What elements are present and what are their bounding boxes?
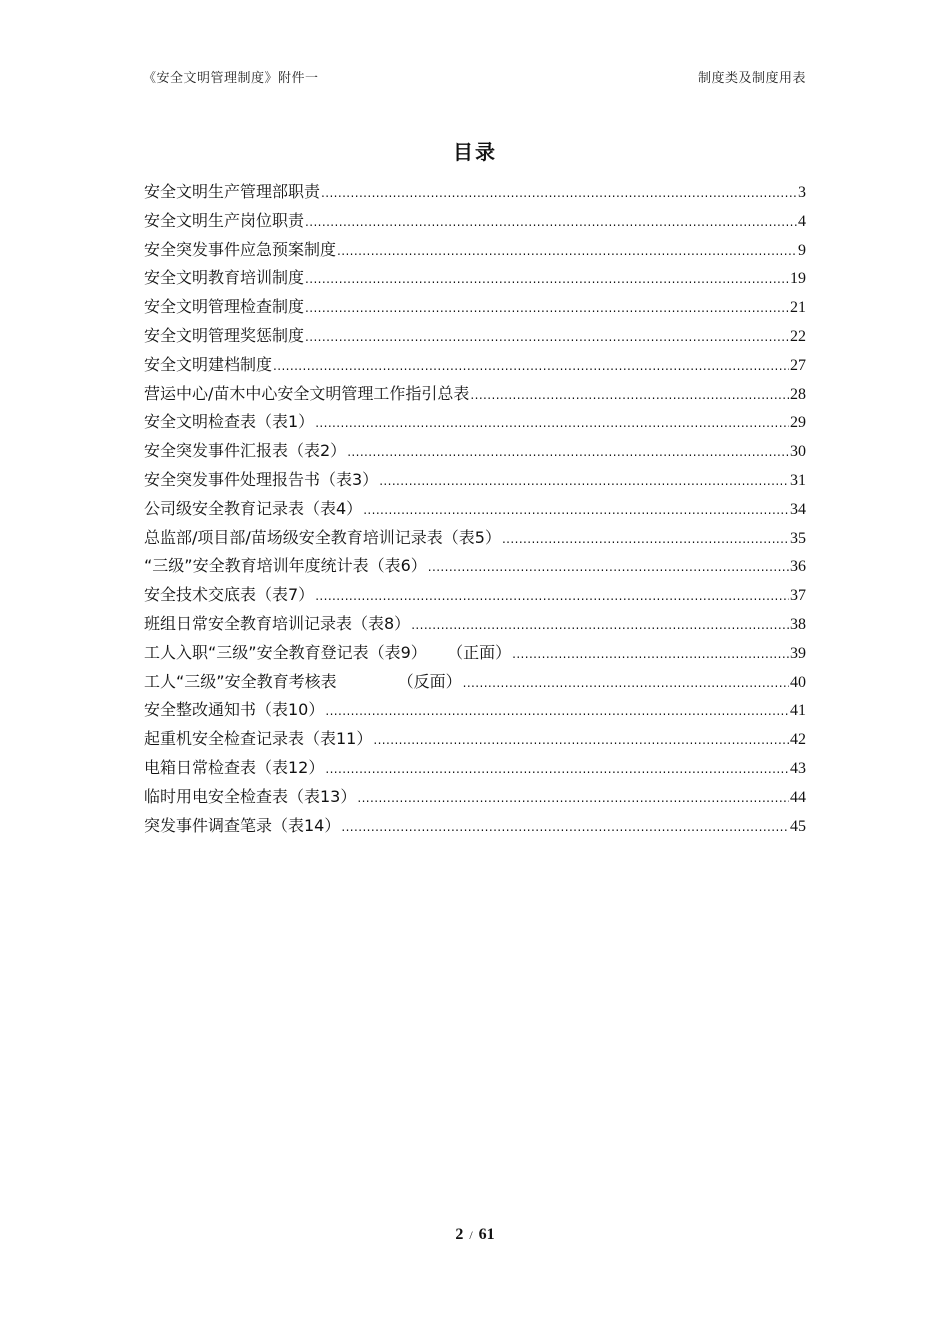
toc-dot-leader: [411, 611, 789, 640]
toc-entry-page-number: 40: [790, 673, 806, 691]
toc-dot-leader: [305, 323, 789, 352]
toc-dot-leader: [315, 409, 789, 438]
toc-dot-leader: [379, 467, 789, 496]
toc-entry-page-number: 34: [790, 500, 806, 518]
toc-entry-page-number: 9: [798, 241, 806, 259]
toc-entry-label: “三级”安全教育培训年度统计表（表6）: [144, 556, 427, 576]
toc-entry-page-number: 22: [790, 327, 806, 345]
toc-entry-label: 工人入职“三级”安全教育登记表（表9） （正面）: [144, 642, 512, 662]
toc-entry[interactable]: [144, 754, 806, 783]
toc-entry-label: 安全文明生产管理部职责: [144, 182, 321, 201]
toc-dot-leader: [305, 265, 789, 294]
toc-entry-page-number: 45: [790, 817, 806, 835]
toc-dot-leader: [325, 755, 789, 784]
table-of-contents: [144, 178, 806, 840]
toc-entry-page-number: 36: [790, 558, 806, 576]
toc-entry-label: 安全文明管理检查制度: [144, 297, 305, 317]
toc-dot-leader: [357, 784, 789, 813]
toc-dot-leader: [502, 525, 789, 554]
toc-entry-label: 班组日常安全教育培训记录表（表8）: [144, 613, 411, 633]
toc-dot-leader: [305, 294, 789, 323]
toc-entry-label: 安全突发事件汇报表（表2）: [144, 441, 347, 461]
toc-dot-leader: [321, 179, 797, 208]
current-page-number: 2: [455, 1226, 464, 1243]
toc-entry-label: 安全文明生产岗位职责: [144, 210, 305, 230]
toc-entry[interactable]: [144, 581, 806, 610]
toc-title: 目录: [453, 140, 497, 164]
toc-dot-leader: [315, 582, 789, 611]
toc-entry[interactable]: [144, 668, 806, 697]
toc-entry-page-number: 38: [790, 615, 806, 633]
toc-entry[interactable]: [144, 466, 806, 495]
page-number: [0, 1226, 950, 1244]
toc-entry[interactable]: [144, 812, 806, 841]
toc-dot-leader: [373, 726, 789, 755]
total-pages-number: 61: [478, 1226, 495, 1243]
toc-entry[interactable]: [144, 322, 806, 351]
toc-entry-label: 安全突发事件处理报告书（表3）: [144, 469, 379, 489]
toc-entry-page-number: 41: [790, 702, 806, 720]
toc-entry-page-number: 31: [790, 471, 806, 489]
toc-dot-leader: [512, 640, 789, 669]
toc-dot-leader: [337, 237, 797, 266]
toc-entry[interactable]: [144, 725, 806, 754]
toc-entry[interactable]: [144, 207, 806, 236]
toc-entry-label: 总监部/项目部/苗场级安全教育培训记录表（表5）: [144, 527, 501, 547]
toc-entry-page-number: 28: [790, 385, 806, 403]
toc-entry-label: 电箱日常检查表（表12）: [144, 757, 325, 777]
toc-entry[interactable]: [144, 639, 806, 668]
toc-dot-leader: [325, 697, 789, 726]
header-right-text: 制度类及制度用表: [697, 71, 806, 86]
toc-entry-page-number: 21: [790, 299, 806, 317]
toc-entry[interactable]: [144, 696, 806, 725]
header-left-text: 《安全文明管理制度》附件一: [143, 71, 319, 86]
toc-dot-leader: [305, 208, 797, 237]
toc-entry-label: 突发事件调查笔录（表14）: [144, 815, 341, 835]
toc-entry-label: 安全文明建档制度: [144, 354, 273, 374]
toc-entry-label: 安全技术交底表（表7）: [144, 585, 315, 605]
toc-entry-label: 公司级安全教育记录表（表4）: [144, 498, 363, 518]
toc-entry[interactable]: [144, 552, 806, 581]
toc-dot-leader: [463, 669, 789, 698]
toc-dot-leader: [428, 553, 789, 582]
toc-entry-page-number: 42: [790, 731, 806, 749]
toc-entry-page-number: 4: [798, 212, 806, 230]
toc-entry[interactable]: [144, 437, 806, 466]
toc-entry-page-number: 35: [790, 529, 806, 547]
toc-entry[interactable]: [144, 380, 806, 409]
toc-entry-label: 安全文明检查表（表1）: [144, 412, 315, 432]
toc-entry-page-number: 39: [790, 644, 806, 662]
toc-entry[interactable]: [144, 495, 806, 524]
toc-entry[interactable]: [144, 610, 806, 639]
toc-entry-label: 安全突发事件应急预案制度: [144, 239, 337, 259]
toc-entry[interactable]: [144, 524, 806, 553]
toc-dot-leader: [470, 381, 789, 410]
toc-entry-page-number: 37: [790, 587, 806, 605]
toc-dot-leader: [341, 813, 789, 842]
toc-entry[interactable]: [144, 783, 806, 812]
toc-entry[interactable]: [144, 293, 806, 322]
toc-entry-label: 工人“三级”安全教育考核表 （反面）: [144, 671, 462, 691]
toc-entry-label: 临时用电安全检查表（表13）: [144, 786, 357, 806]
toc-entry[interactable]: [144, 264, 806, 293]
toc-entry-page-number: 43: [790, 759, 806, 777]
toc-entry-label: 安全整改通知书（表10）: [144, 700, 325, 720]
toc-dot-leader: [363, 496, 789, 525]
toc-entry[interactable]: [144, 178, 806, 207]
toc-entry-label: 起重机安全检查记录表（表11）: [144, 729, 373, 749]
toc-entry-label: 安全文明管理奖惩制度: [144, 325, 305, 345]
toc-entry[interactable]: [144, 236, 806, 265]
toc-entry-label: 营运中心/苗木中心安全文明管理工作指引总表: [144, 383, 470, 403]
toc-entry-page-number: 19: [790, 270, 806, 288]
toc-dot-leader: [273, 352, 789, 381]
page-number-separator: /: [469, 1228, 473, 1242]
toc-entry-page-number: 3: [798, 184, 806, 201]
toc-entry-page-number: 27: [790, 356, 806, 374]
toc-dot-leader: [347, 438, 789, 467]
toc-entry-page-number: 30: [790, 443, 806, 461]
toc-entry-page-number: 44: [790, 788, 806, 806]
toc-entry[interactable]: [144, 408, 806, 437]
toc-entry[interactable]: [144, 351, 806, 380]
toc-entry-label: 安全文明教育培训制度: [144, 268, 305, 288]
toc-entry-page-number: 29: [790, 414, 806, 432]
